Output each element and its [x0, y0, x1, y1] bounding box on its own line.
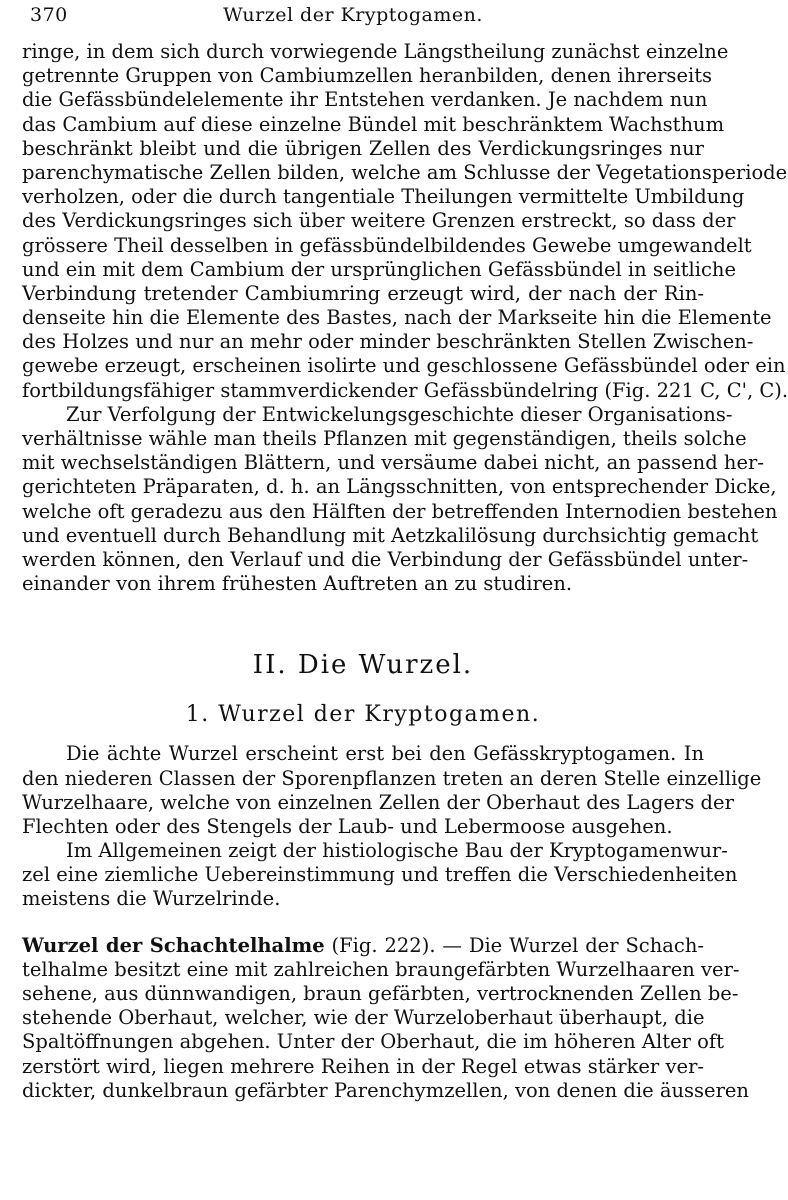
text-line: denseite hin die Elemente des Bastes, nach der Markseite hin die Elemente — [22, 306, 772, 330]
page-header — [30, 4, 696, 26]
paragraph-lead-rest: (Fig. 222). — Die Wurzel der Schach- — [324, 933, 704, 957]
paragraph — [22, 933, 749, 1103]
paragraph — [22, 402, 778, 597]
text-line: telhalme besitzt eine mit zahlreichen braungefärbten Wurzelhaaren ver- — [22, 957, 740, 981]
text-line: meistens die Wurzelrinde. — [22, 887, 281, 911]
text-line: Flechten oder des Stengels der Laub- und Lebermoose ausgehen. — [22, 814, 673, 838]
paragraph-continued — [22, 40, 788, 403]
text-line: die Gefässbündelelemente ihr Entstehen verdanken. Je nachdem nun — [22, 88, 708, 112]
text-line: verholzen, oder die durch tangentiale Theilungen vermittelte Umbildung — [22, 185, 745, 209]
text-line: parenchymatische Zellen bilden, welche am Schlusse der Vegetationsperiode — [22, 160, 788, 184]
text-line: des Holzes und nur an mehr oder minder beschränkten Stellen Zwischen- — [22, 330, 754, 354]
section-heading: II. Die Wurzel. — [252, 650, 474, 681]
text-line: Die ächte Wurzel erscheint erst bei den Gefässkryptogamen. In — [66, 742, 704, 766]
text-line: beschränkt bleibt und die übrigen Zellen des Verdickungsringes nur — [22, 136, 704, 160]
text-line: zel eine ziemliche Uebereinstimmung und treffen die Verschiedenheiten — [22, 863, 738, 887]
text-line: des Verdickungsringes sich über weitere Grenzen erstreckt, so dass der — [22, 209, 736, 233]
text-line: Zur Verfolgung der Entwickelungsgeschichte dieser Organisations- — [66, 402, 733, 426]
text-line: Spaltöffnungen abgehen. Unter der Oberhaut, die im höheren Alter oft — [22, 1030, 724, 1054]
text-line: Verbindung tretender Cambiumring erzeugt wird, der nach der Rin- — [22, 281, 704, 305]
text-line: fortbildungsfähiger stammverdickender Gefässbündelring (Fig. 221 C, C', C). — [22, 378, 788, 402]
text-line: gerichteten Präparaten, d. h. an Längsschnitten, von entsprechender Dicke, — [22, 475, 777, 499]
text-line: getrennte Gruppen von Cambiumzellen heranbilden, denen ihrerseits — [22, 64, 713, 88]
page-number: 370 — [30, 4, 68, 26]
text-line: Wurzelhaare, welche von einzelnen Zellen der Oberhaut des Lagers der — [22, 790, 734, 814]
paragraph-lead: Wurzel der Schachtelhalme — [22, 933, 325, 957]
text-line: zerstört wird, liegen mehrere Reihen in der Regel etwas stärker ver- — [22, 1054, 704, 1078]
text-line: werden können, den Verlauf und die Verbindung der Gefässbündel unter- — [22, 547, 749, 571]
paragraph — [22, 742, 762, 839]
text-line: das Cambium auf diese einzelne Bündel mit beschränktem Wachsthum — [22, 112, 725, 136]
text-line: einander von ihrem frühesten Auftreten an zu studiren. — [22, 572, 573, 596]
paragraph — [22, 839, 738, 912]
text-line: den niederen Classen der Sporenpflanzen treten an deren Stelle einzellige — [22, 766, 762, 790]
page-body — [22, 40, 788, 1103]
subsection-heading: 1. Wurzel der Kryptogamen. — [185, 702, 541, 728]
text-line: verhältnisse wähle man theils Pflanzen mit gegenständigen, theils solche — [22, 427, 747, 450]
text-line: gewebe erzeugt, erscheinen isolirte und geschlossene Gefässbündel oder ein — [22, 354, 786, 378]
text-line: mit wechselständigen Blättern, und versäume dabei nicht, an passend her- — [22, 451, 764, 475]
text-line: sehene, aus dünnwandigen, braun gefärbten, vertrocknenden Zellen be- — [22, 982, 739, 1005]
text-line: grössere Theil desselben in gefässbündelbildendes Gewebe umgewandelt — [22, 233, 752, 257]
text-line: und ein mit dem Cambium der ursprünglichen Gefässbündel in seitliche — [22, 257, 737, 281]
text-line: Im Allgemeinen zeigt der histiologische Bau der Kryptogamenwur- — [66, 839, 728, 863]
text-line — [22, 934, 704, 958]
running-title: Wurzel der Kryptogamen. — [223, 4, 483, 26]
text-line: und eventuell durch Behandlung mit Aetzkalilösung durchsichtig gemacht — [22, 523, 759, 547]
text-line: ringe, in dem sich durch vorwiegende Längstheilung zunächst einzelne — [22, 40, 729, 63]
text-line: dickter, dunkelbraun gefärbter Parenchymzellen, von denen die äusseren — [22, 1078, 749, 1102]
text-line: stehende Oberhaut, welcher, wie der Wurzeloberhaut überhaupt, die — [22, 1006, 705, 1030]
text-line: welche oft geradezu aus den Hälften der betreffenden Internodien bestehen — [22, 499, 778, 523]
